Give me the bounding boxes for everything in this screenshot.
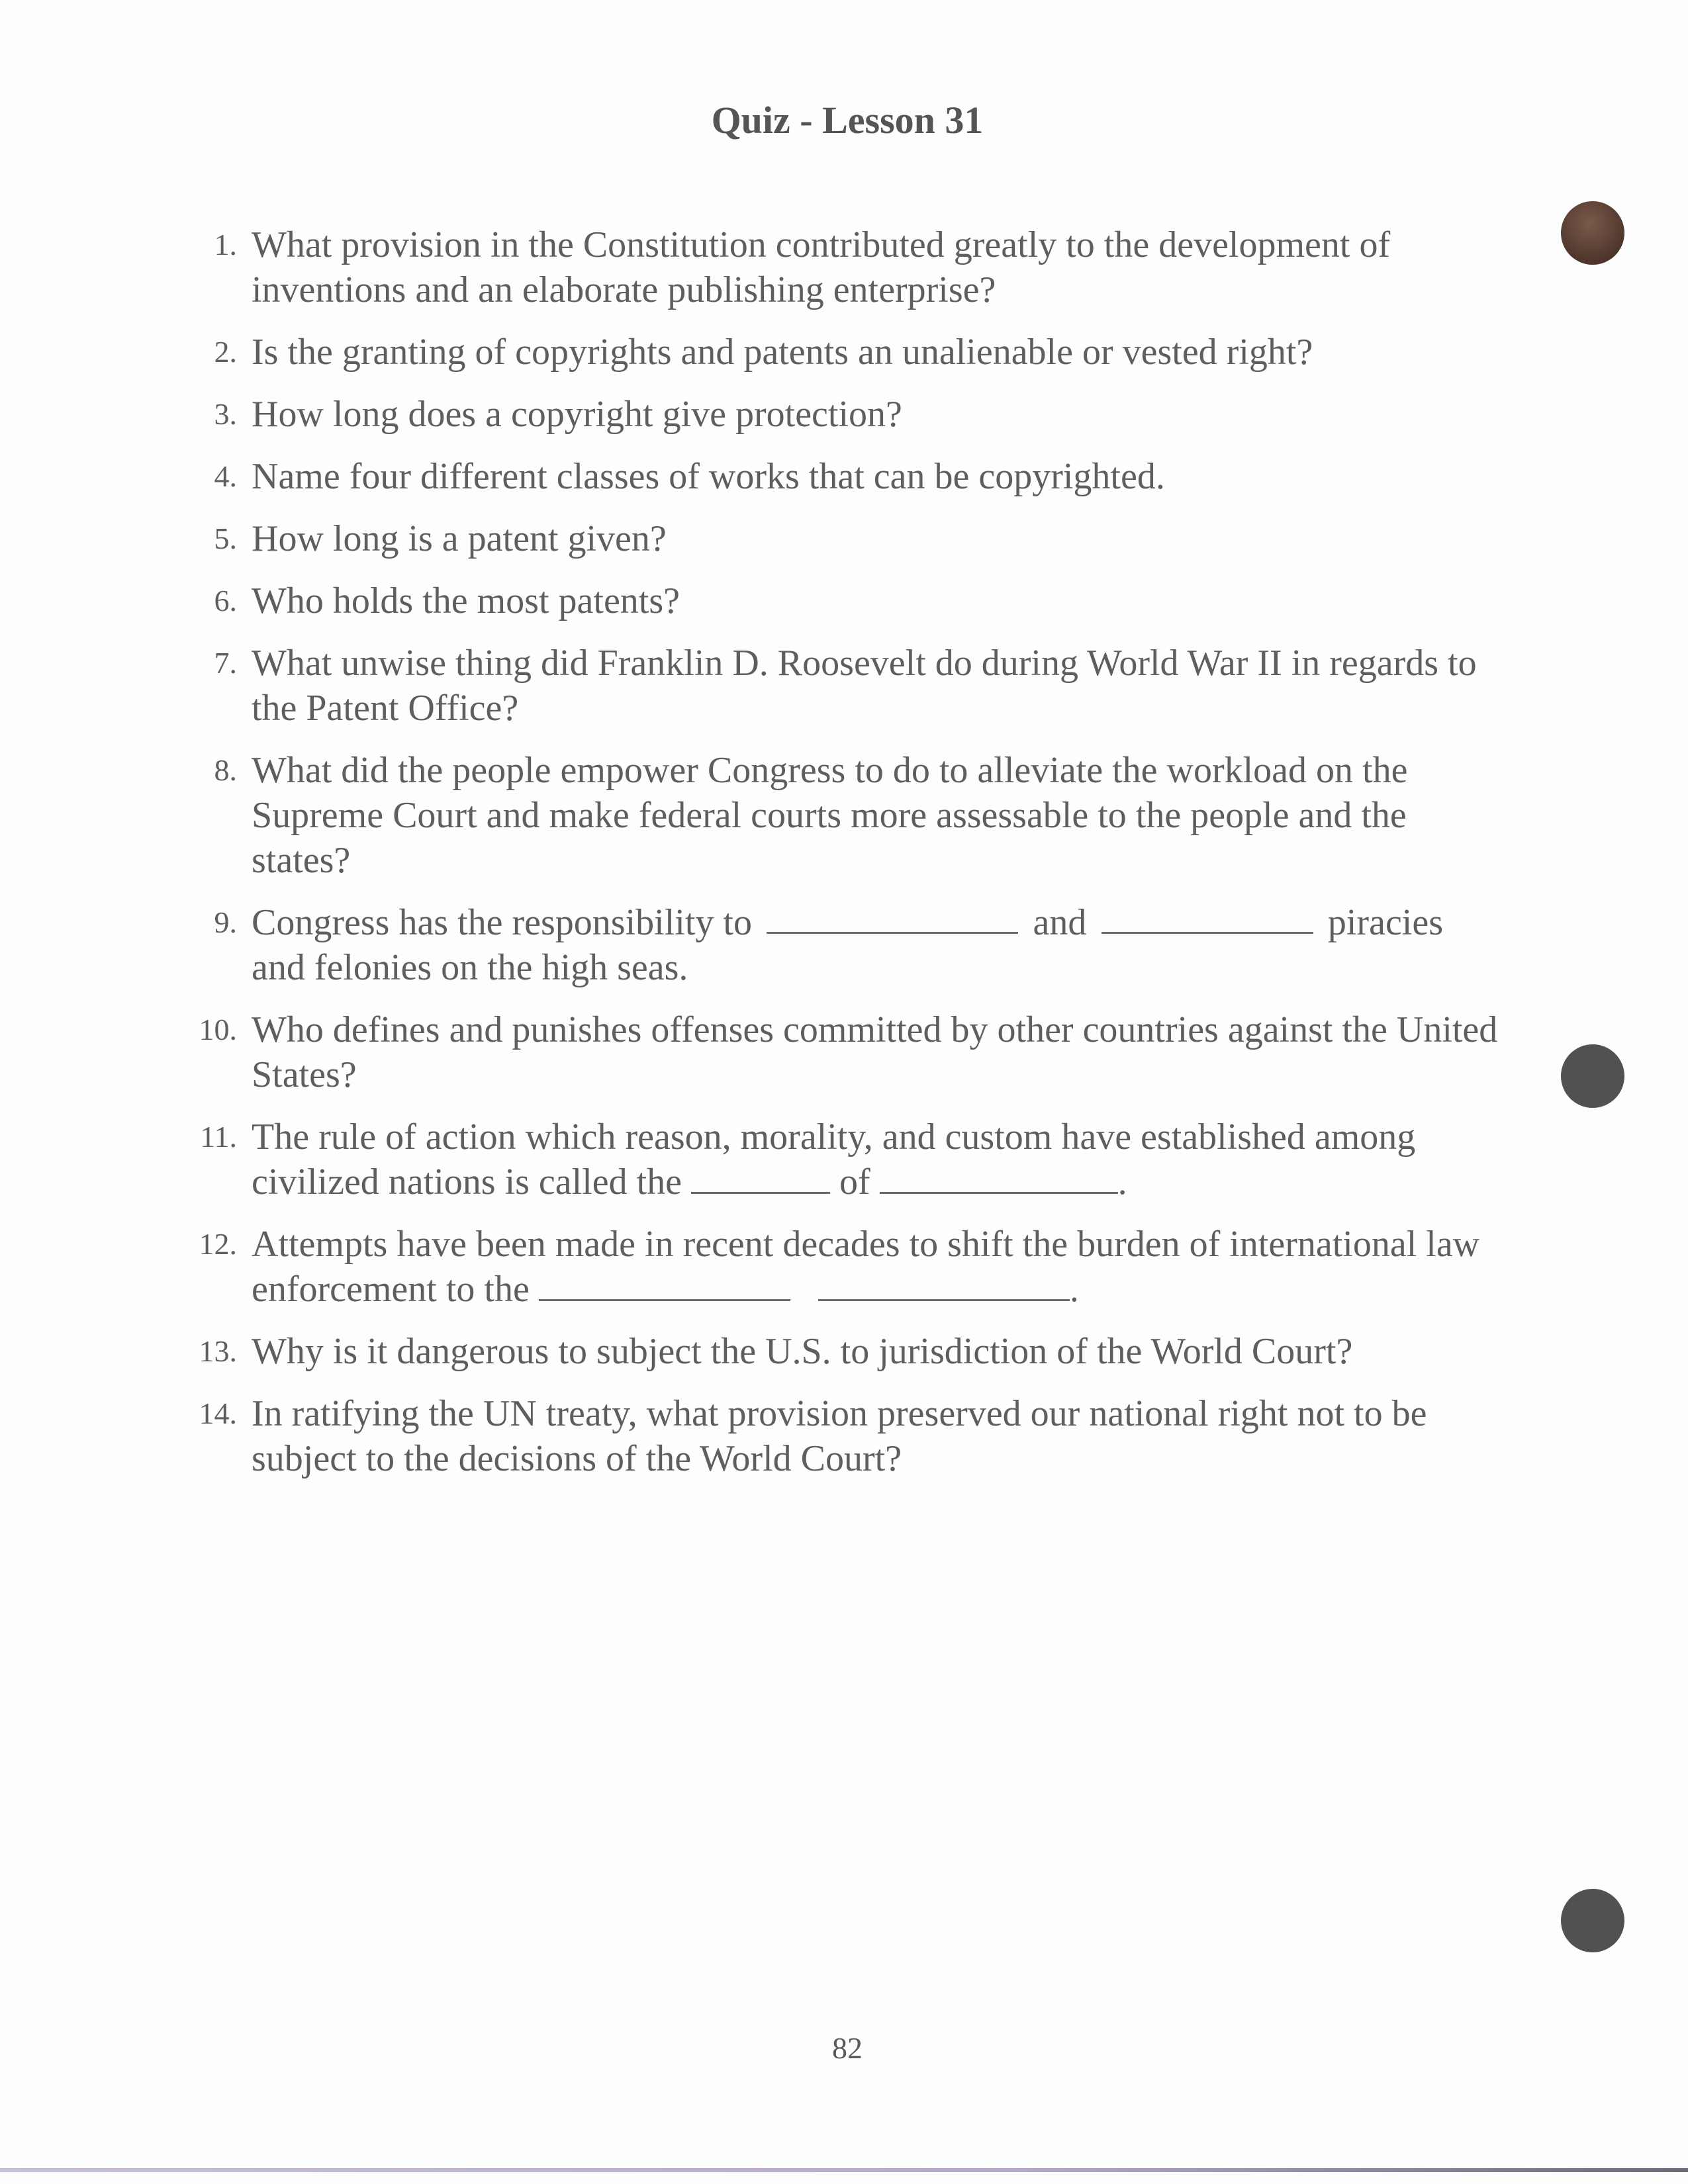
question-text-part: . (1117, 1161, 1127, 1203)
answer-blank (818, 1267, 1070, 1301)
question-number: 10. (199, 1013, 237, 1046)
question-item (179, 641, 1509, 731)
question-text: In ratifying the UN treaty, what provision preserved our national right not to be subject to the decisions of the World Court? (252, 1393, 1427, 1479)
question-list (179, 222, 1509, 1498)
question-number: 4. (214, 459, 237, 493)
question-text: How long does a copyright give protection? (252, 394, 902, 435)
answer-blank (767, 900, 1018, 934)
question-number: 14. (199, 1396, 237, 1430)
question-line (252, 900, 1443, 945)
question-number: 13. (199, 1334, 237, 1368)
answer-blank (880, 1160, 1118, 1194)
question-number: 7. (214, 646, 237, 680)
question-text: Name four different classes of works that can be copyrighted. (252, 456, 1165, 497)
question-text: What provision in the Constitution contributed greatly to the development of inventions and an elaborate publishing enterprise? (252, 224, 1391, 310)
question-item (179, 222, 1509, 312)
question-item (179, 1115, 1509, 1205)
question-item (179, 1391, 1509, 1481)
question-text: Who holds the most patents? (252, 580, 680, 621)
question-text: Why is it dangerous to subject the U.S. to jurisdiction of the World Court? (252, 1331, 1353, 1372)
question-item (179, 330, 1509, 375)
binder-hole (1561, 1044, 1624, 1108)
question-text (252, 1115, 1509, 1205)
question-item (179, 748, 1509, 883)
answer-blank (539, 1267, 790, 1301)
binder-hole (1561, 1889, 1624, 1952)
question-text (252, 1222, 1509, 1312)
question-text-part: Congress has the responsibility to (252, 902, 752, 943)
question-number: 11. (200, 1120, 237, 1154)
question-text: Is the granting of copyrights and patents an unalienable or vested right? (252, 332, 1313, 373)
question-text-part: piracies (1327, 902, 1443, 943)
page-title: Quiz - Lesson 31 (711, 99, 984, 142)
binder-hole (1561, 201, 1624, 265)
question-number: 1. (214, 228, 237, 261)
answer-blank (691, 1160, 830, 1194)
question-item (179, 1007, 1509, 1097)
question-text-part: and (1033, 902, 1087, 943)
question-text (252, 900, 1509, 990)
question-item (179, 1222, 1509, 1312)
question-number: 9. (214, 905, 237, 939)
question-number: 2. (214, 335, 237, 369)
question-number: 8. (214, 753, 237, 787)
question-text-part: and felonies on the high seas. (252, 947, 688, 988)
question-item (179, 454, 1509, 499)
question-item (179, 900, 1509, 990)
answer-blank (1102, 900, 1313, 934)
question-item (179, 1329, 1509, 1374)
page-bottom-edge (0, 2168, 1688, 2172)
question-item (179, 516, 1509, 561)
question-number: 12. (199, 1227, 237, 1261)
question-text: How long is a patent given? (252, 518, 667, 559)
question-text: Who defines and punishes offenses committed by other countries against the United States? (252, 1009, 1498, 1095)
question-text: What did the people empower Congress to do to alleviate the workload on the Supreme Court and make federal courts more assessable to the people and the states? (252, 750, 1408, 881)
question-number: 3. (214, 397, 237, 431)
question-text-part: . (1069, 1269, 1079, 1310)
question-text-part: Attempts have been made in recent decades to shift the burden of international law enforcement to the (252, 1224, 1480, 1310)
question-number: 6. (214, 584, 237, 617)
question-item (179, 578, 1509, 623)
question-text: What unwise thing did Franklin D. Roosevelt do during World War II in regards to the Patent Office? (252, 643, 1477, 729)
question-item (179, 392, 1509, 437)
question-text-part: of (839, 1161, 870, 1203)
question-text-part: The rule of action which reason, morality, and custom have established among civilized nations is called the (252, 1116, 1416, 1203)
page-number: 82 (832, 2031, 863, 2065)
question-number: 5. (214, 522, 237, 555)
